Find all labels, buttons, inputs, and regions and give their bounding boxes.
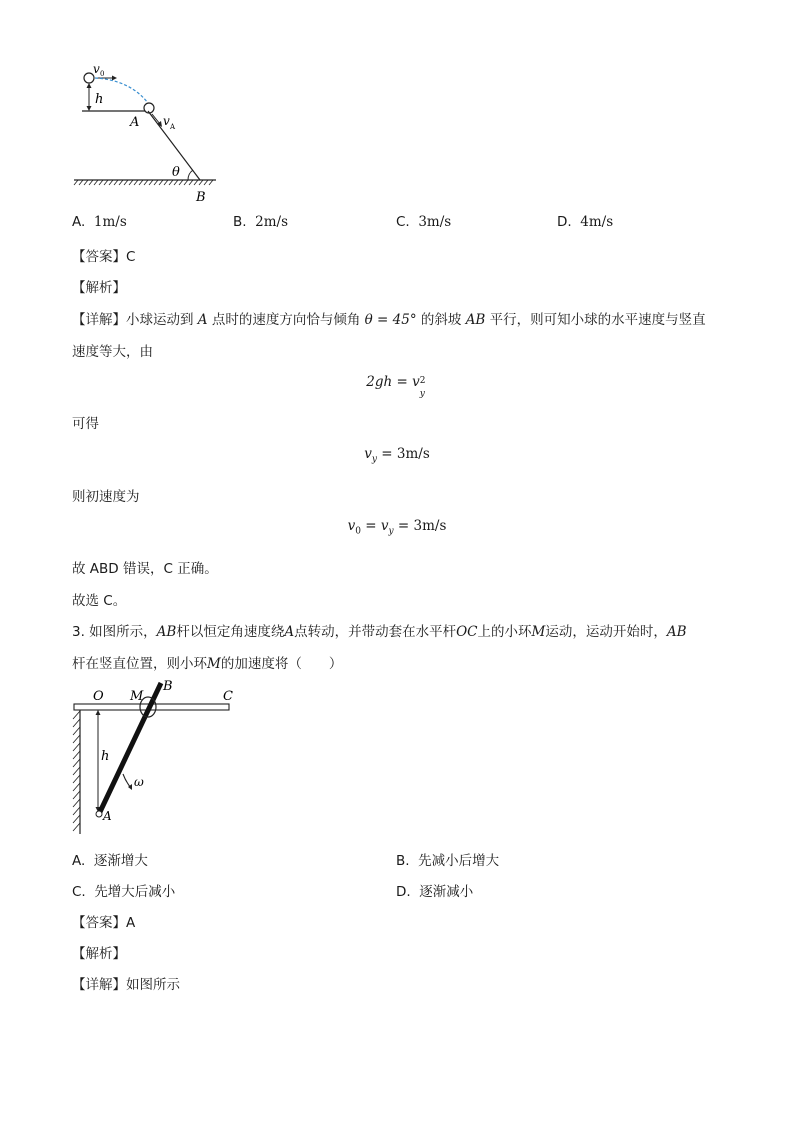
q2-chu-su: 则初速度为 bbox=[72, 489, 140, 505]
q3-stem-line1: 3. 如图所示，AB杆以恒定角速度绕A点转动，并带动套在水平杆OC上的小环M运动，运动开始时，AB bbox=[72, 624, 687, 640]
q2-option-c: C. 3m/s bbox=[396, 214, 452, 230]
q2-conclusion2: 故选 C。 bbox=[72, 593, 127, 609]
q3-analysis-tag: 【解析】 bbox=[72, 946, 126, 962]
q2-detail-line2: 速度等大，由 bbox=[72, 344, 153, 360]
M-label: M bbox=[130, 689, 144, 704]
v0-sub: 0 bbox=[100, 70, 105, 78]
q2-detail-line1: 【详解】小球运动到 A 点时的速度方向恰与倾角 θ = 45° 的斜坡 AB 平行，则可知小球的水平速度与竖直 bbox=[72, 312, 706, 328]
q2-option-a: A. 1m/s bbox=[72, 214, 127, 230]
omega-label: ω bbox=[134, 775, 144, 789]
vA-sub: A bbox=[170, 123, 176, 131]
equation-energy: 2gh = v 2 y bbox=[366, 374, 426, 399]
C-label: C bbox=[223, 689, 233, 704]
equation-vy: $v_y = 3m/s$ bbox=[364, 446, 430, 465]
q3-option-a: A. 逐渐增大 bbox=[72, 853, 148, 869]
q2-option-b: B. 2m/s bbox=[233, 214, 289, 230]
q2-conclusion1: 故 ABD 错误，C 正确。 bbox=[72, 561, 218, 577]
q3-option-b: B. 先减小后增大 bbox=[396, 853, 500, 869]
A-label: A bbox=[103, 809, 112, 823]
O-label: O bbox=[93, 689, 104, 704]
equation-v0: $v_0 = v_y = 3m/s$ bbox=[347, 518, 447, 537]
q3-answer: 【答案】A bbox=[72, 915, 136, 931]
q3-stem-line2: 杆在竖直位置，则小环M的加速度将（ ） bbox=[72, 656, 343, 672]
theta-label: θ bbox=[172, 165, 180, 180]
pivot-A bbox=[96, 811, 102, 817]
q2-analysis-tag: 【解析】 bbox=[72, 280, 126, 296]
projectile-figure bbox=[60, 58, 230, 208]
A-label: A bbox=[130, 115, 140, 130]
q3-option-c: C. 先增大后减小 bbox=[72, 884, 176, 900]
v0-label: v bbox=[93, 62, 100, 76]
B-label: B bbox=[163, 679, 173, 694]
rotating-rod-figure bbox=[68, 676, 243, 836]
q2-answer: 【答案】C bbox=[72, 249, 136, 265]
B-label: B bbox=[196, 190, 206, 205]
h-label: h bbox=[101, 749, 110, 764]
q3-option-d: D. 逐渐减小 bbox=[396, 884, 474, 900]
h-label: h bbox=[95, 92, 104, 107]
q2-option-d: D. 4m/s bbox=[557, 214, 614, 230]
q2-keyi: 可得 bbox=[72, 416, 99, 432]
vA-label: v bbox=[163, 114, 170, 128]
q3-detail: 【详解】如图所示 bbox=[72, 977, 180, 993]
